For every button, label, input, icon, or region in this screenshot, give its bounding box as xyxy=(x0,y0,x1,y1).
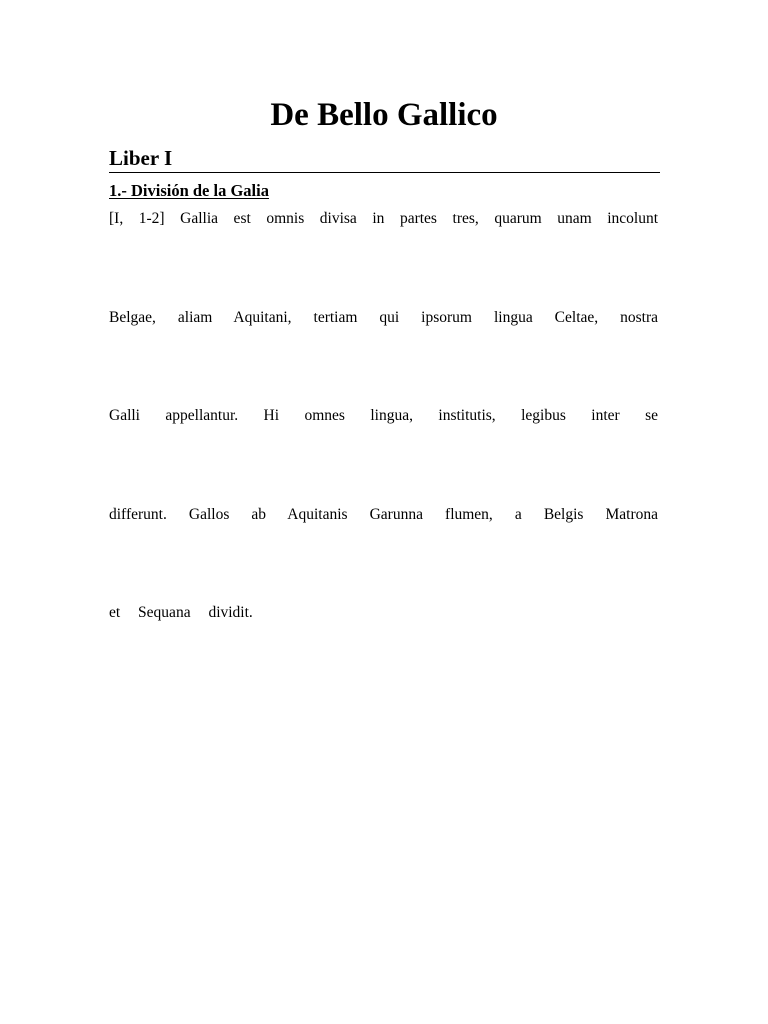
heading-divider xyxy=(109,172,660,173)
text-line-3: Galli appellantur. Hi omnes lingua, institutis, legibus inter se xyxy=(109,407,658,424)
passage-reference: [I, 1-2] xyxy=(109,210,165,227)
text-line-1-body: Gallia est omnis divisa in partes tres, quarum unam incolunt xyxy=(180,210,659,227)
book-heading: Liber I xyxy=(109,146,173,170)
text-line-5: et Sequana dividit. xyxy=(109,604,253,621)
document-title: De Bello Gallico xyxy=(270,97,498,133)
text-line-4: differunt. Gallos ab Aquitanis Garunna flumen, a Belgis Matrona xyxy=(109,506,658,523)
section-heading: 1.- División de la Galia xyxy=(109,181,269,200)
text-line-1 xyxy=(109,209,658,229)
text-line-2: Belgae, aliam Aquitani, tertiam qui ipsorum lingua Celtae, nostra xyxy=(109,309,658,326)
